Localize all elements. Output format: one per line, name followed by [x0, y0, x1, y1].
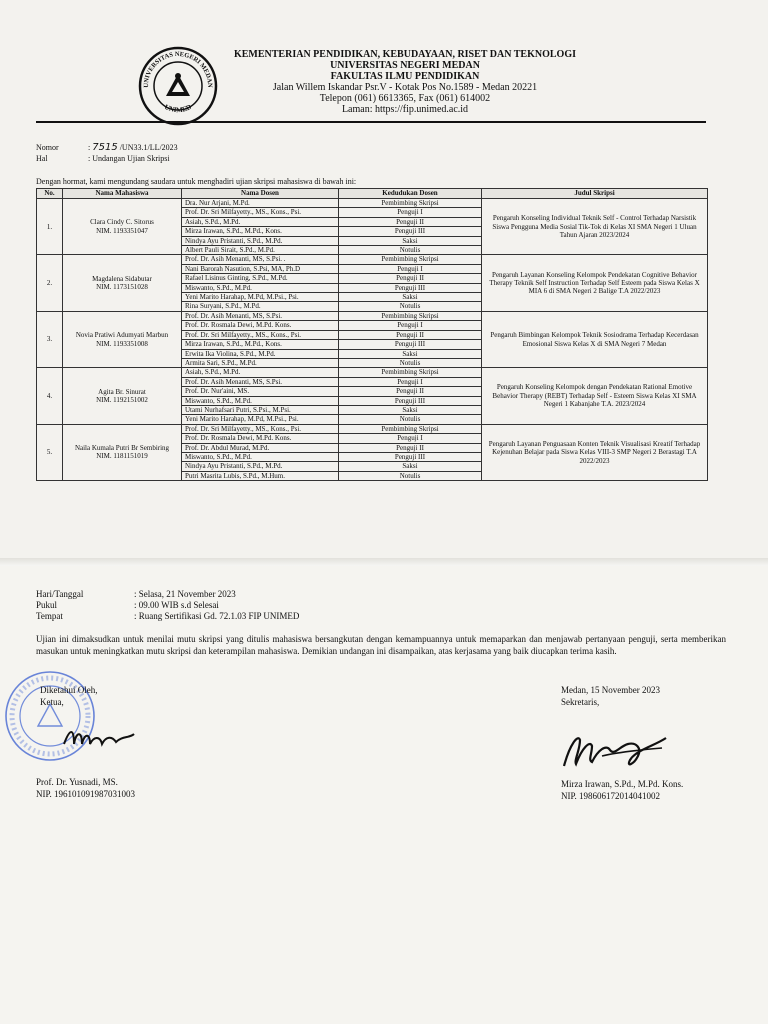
lecturer-role: Notulis	[339, 471, 482, 480]
header-no: No.	[37, 189, 63, 199]
right-signatory-nip: NIP. 198606172014041002	[561, 791, 661, 801]
lecturer-role: Penguji I	[339, 377, 482, 386]
lecturer-role: Penguji II	[339, 330, 482, 339]
student-cell	[63, 424, 182, 480]
letterhead-faculty: FAKULTAS ILMU PENDIDIKAN	[330, 71, 480, 82]
lecturer-role: Penguji I	[339, 434, 482, 443]
lecturer-name: Nindya Ayu Pristanti, S.Pd., M.Pd.	[182, 236, 339, 245]
lecturer-role: Penguji II	[339, 217, 482, 226]
letter-number-label: Nomor	[36, 143, 59, 152]
student-name: Clara Cindy C. Sitorus	[90, 218, 154, 227]
student-nim: NIM. 1193351008	[96, 339, 148, 348]
student-nim: NIM. 1193351047	[96, 226, 148, 235]
letterhead-ministry: KEMENTERIAN PENDIDIKAN, KEBUDAYAAN, RISET DAN TEKNOLOGI	[233, 49, 576, 60]
letter-subject-label: Hal	[36, 154, 48, 163]
lecturer-role: Penguji III	[339, 227, 482, 236]
schedule-date-label: Hari/Tanggal	[36, 589, 84, 599]
lecturer-name: Prof. Dr. Sri Milfayetty., MS., Kons., Psi.	[182, 424, 339, 433]
schedule-place	[36, 611, 299, 622]
letter-intro: Dengan hormat, kami mengundang saudara untuk menghadiri ujian skripsi mahasiswa di bawah ini:	[36, 177, 357, 186]
lecturer-role: Notulis	[339, 302, 482, 311]
lecturer-role: Penguji I	[339, 321, 482, 330]
lecturer-name: Nani Barorah Nasution, S.Psi, MA, Ph.D	[182, 264, 339, 273]
schedule-date-value: : Selasa, 21 November 2023	[134, 589, 236, 599]
lecturer-role: Notulis	[339, 246, 482, 255]
lecturer-role: Saksi	[339, 349, 482, 358]
lecturer-name: Erwita Ika Violina, S.Pd., M.Pd.	[182, 349, 339, 358]
lecturer-role: Pembimbing Skripsi	[339, 255, 482, 264]
schedule-time-label: Pukul	[36, 600, 58, 610]
lecturer-name: Prof. Dr. Asih Menanti, MS, S.Psi. .	[182, 255, 339, 264]
lecturer-name: Asiah, S.Pd., M.Pd.	[182, 368, 339, 377]
exam-table	[36, 188, 708, 481]
lecturer-name: Miswanto, S.Pd., M.Pd.	[182, 452, 339, 461]
unimed-logo-icon	[136, 44, 220, 128]
student-name: Agita Br. Sinurat	[98, 387, 146, 396]
row-number: 1.	[37, 199, 63, 255]
header-student: Nama Mahasiswa	[63, 189, 182, 199]
letter-number-code: /UN33.1/LL/2023	[119, 143, 178, 152]
lecturer-role: Saksi	[339, 405, 482, 414]
schedule-time-value: : 09.00 WIB s.d Selesai	[134, 600, 219, 610]
table-row	[37, 255, 708, 264]
lecturer-role: Penguji II	[339, 387, 482, 396]
letter-number-colon: :	[88, 143, 91, 152]
letterhead-phone: Telepon (061) 6613365, Fax (061) 614002	[319, 93, 491, 104]
thesis-title: Pengaruh Layanan Penguasaan Konten Teknik Visualisasi Kreatif Terhadap Kejenuhan Belajar pada Siswa Kelas VIII-3 SMP Negeri 2 Berastagi T.A 2022/2023	[482, 424, 708, 480]
letter-subject	[36, 154, 170, 164]
lecturer-role: Penguji II	[339, 274, 482, 283]
lecturer-role: Penguji I	[339, 208, 482, 217]
right-signature-icon	[558, 726, 678, 774]
student-cell	[63, 368, 182, 424]
lecturer-role: Penguji III	[339, 452, 482, 461]
svg-text:UNIMED	[163, 103, 193, 114]
lecturer-name: Armita Sari, S.Pd., M.Pd.	[182, 358, 339, 367]
lecturer-name: Mirza Irawan, S.Pd., M.Pd., Kons.	[182, 227, 339, 236]
row-number: 5.	[37, 424, 63, 480]
closing-paragraph: Ujian ini dimaksudkan untuk menilai mutu skripsi yang ditulis mahasiswa bersangkutan dengan kemampuannya untuk memaparkan dan menjawab pertanyaan penguji, serta memberikan masukan untuk meningkatkan mutu skripsi dan keterampilan mahasiswa. Demikian undangan ini disampaikan, atas kerjasama yang baik diucapkan terima kasih.	[36, 634, 726, 656]
letterhead-divider	[36, 121, 706, 123]
student-cell	[63, 311, 182, 367]
student-cell	[63, 255, 182, 311]
left-signatory	[36, 776, 135, 800]
lecturer-name: Utami Nurhafsari Putri, S.Psi., M.Psi.	[182, 405, 339, 414]
table-row	[37, 199, 708, 208]
lecturer-role: Notulis	[339, 415, 482, 424]
student-nim: NIM. 1192151002	[96, 396, 148, 405]
letterhead-university: UNIVERSITAS NEGERI MEDAN	[330, 60, 480, 71]
row-number: 3.	[37, 311, 63, 367]
header-role: Kedudukan Dosen	[339, 189, 482, 199]
left-signature-icon	[60, 722, 138, 752]
lecturer-name: Putri Masrita Lubis, S.Pd., M.Hum.	[182, 471, 339, 480]
lecturer-name: Prof. Dr. Rosmala Dewi, M.Pd. Kons.	[182, 434, 339, 443]
lecturer-name: Prof. Dr. Asih Menanti, MS, S.Psi.	[182, 377, 339, 386]
student-nim: NIM. 1181151019	[96, 452, 148, 461]
lecturer-role: Penguji II	[339, 443, 482, 452]
schedule-time	[36, 600, 299, 611]
table-row	[37, 424, 708, 433]
student-cell	[63, 199, 182, 255]
lecturer-name: Miswanto, S.Pd., M.Pd.	[182, 396, 339, 405]
header-lecturer: Nama Dosen	[182, 189, 339, 199]
lecturer-name: Nindya Ayu Pristanti, S.Pd., M.Pd.	[182, 462, 339, 471]
lecturer-role: Notulis	[339, 358, 482, 367]
lecturer-name: Miswanto, S.Pd., M.Pd.	[182, 283, 339, 292]
lecturer-name: Dra. Nur Arjani, M.Pd.	[182, 199, 339, 208]
thesis-title: Pengaruh Layanan Konseling Kelompok Pendekatan Cognitive Behavior Therapy Teknik Self Instruction Terhadap Self Esteem pada Siswa Kelas X MIA 6 di SMA Negeri 2 Balige T.A 2022/2023	[482, 255, 708, 311]
student-name: Naila Kumala Putri Br Sembiring	[74, 444, 170, 453]
letterhead	[220, 49, 590, 115]
lecturer-name: Prof. Dr. Rosmala Dewi, M.Pd. Kons.	[182, 321, 339, 330]
lecturer-role: Saksi	[339, 462, 482, 471]
letter-subject-value: : Undangan Ujian Skripsi	[88, 154, 170, 163]
lecturer-name: Prof. Dr. Abdul Murad, M.Pd.	[182, 443, 339, 452]
row-number: 2.	[37, 255, 63, 311]
schedule-place-value: : Ruang Sertifikasi Gd. 72.1.03 FIP UNIMED	[134, 611, 300, 621]
lecturer-role: Pembimbing Skripsi	[339, 311, 482, 320]
right-signatory	[561, 778, 683, 802]
lecturer-name: Albert Pauli Sirait, S.Pd., M.Pd.	[182, 246, 339, 255]
exam-table-body	[37, 199, 708, 481]
lecturer-name: Rina Suryani, S.Pd., M.Pd.	[182, 302, 339, 311]
lecturer-role: Penguji I	[339, 264, 482, 273]
table-row	[37, 368, 708, 377]
lecturer-role: Penguji III	[339, 396, 482, 405]
row-number: 4.	[37, 368, 63, 424]
thesis-title: Pengaruh Bimbingan Kelompok Teknik Sosiodrama Terhadap Kecerdasan Emosional Siswa Kelas X di SMA Negeri 7 Medan	[482, 311, 708, 367]
lecturer-role: Pembimbing Skripsi	[339, 199, 482, 208]
lecturer-name: Rafael Lisinus Ginting, S.Pd., M.Pd.	[182, 274, 339, 283]
exam-schedule	[36, 589, 299, 622]
header-title: Judul Skripsi	[482, 189, 708, 199]
letter-number-handwritten: 7515	[92, 142, 118, 153]
left-signature-known-by: Diketahui Oleh,	[40, 685, 98, 695]
lecturer-name: Asiah, S.Pd., M.Pd.	[182, 217, 339, 226]
student-nim: NIM. 1173151028	[96, 283, 148, 292]
left-signatory-nip: NIP. 196101091987031003	[36, 789, 136, 799]
lecturer-name: Prof. Dr. Asih Menanti, MS, S.Psi.	[182, 311, 339, 320]
left-signatory-name: Prof. Dr. Yusnadi, MS.	[36, 777, 118, 787]
lecturer-name: Prof. Dr. Sri Milfayetty., MS., Kons., Psi.	[182, 208, 339, 217]
lecturer-name: Prof. Dr. Nur'aini, MS.	[182, 387, 339, 396]
table-header-row	[37, 189, 708, 199]
letter-number	[36, 143, 178, 153]
lecturer-role: Saksi	[339, 236, 482, 245]
right-signature-heading	[561, 684, 660, 708]
lecturer-role: Pembimbing Skripsi	[339, 424, 482, 433]
lecturer-name: Prof. Dr. Sri Milfayetty., MS., Kons., Psi.	[182, 330, 339, 339]
left-signature-role: Ketua,	[40, 697, 64, 707]
student-name: Novia Pratiwi Adumyati Marbun	[75, 331, 169, 340]
thesis-title: Pengaruh Konseling Individual Teknik Self - Control Terhadap Narsistik Siswa Pengguna Media Sosial Tik-Tok di Kelas XI SMA Negeri 1 Uluan Tahun Ajaran 2023/2024	[482, 199, 708, 255]
left-signature-heading	[40, 684, 98, 708]
lecturer-name: Yeni Marito Harahap, M.Pd, M.Psi., Psi.	[182, 293, 339, 302]
thesis-title: Pengaruh Konseling Kelompok dengan Pendekatan Rational Emotive Behavior Therapy (REBT) Terhadap Self - Esteem Siswa Kelas XI SMA Negeri 1 Kabanjahe T.A. 2023/2024	[482, 368, 708, 424]
right-signatory-name: Mirza Irawan, S.Pd., M.Pd. Kons.	[561, 779, 684, 789]
lecturer-name: Yeni Marito Harahap, M.Pd, M.Psi., Psi.	[182, 415, 339, 424]
lecturer-role: Penguji III	[339, 283, 482, 292]
right-signature-place-date: Medan, 15 November 2023	[561, 685, 660, 695]
logo-text-top: UNIVERSITAS NEGERI MEDAN	[142, 50, 214, 88]
lecturer-role: Pembimbing Skripsi	[339, 368, 482, 377]
right-signature-role: Sekretaris,	[561, 697, 600, 707]
lecturer-name: Mirza Irawan, S.Pd., M.Pd., Kons.	[182, 340, 339, 349]
letterhead-address: Jalan Willem Iskandar Psr.V - Kotak Pos No.1589 - Medan 20221	[272, 82, 538, 93]
lecturer-role: Saksi	[339, 293, 482, 302]
schedule-date	[36, 589, 299, 600]
letterhead-web: Laman: https://fip.unimed.ac.id	[341, 104, 469, 115]
schedule-place-label: Tempat	[36, 611, 63, 621]
lecturer-role: Penguji III	[339, 340, 482, 349]
student-name: Magdalena Sidabutar	[92, 274, 152, 283]
logo-text-bottom: UNIMED	[163, 102, 193, 115]
table-row	[37, 311, 708, 320]
